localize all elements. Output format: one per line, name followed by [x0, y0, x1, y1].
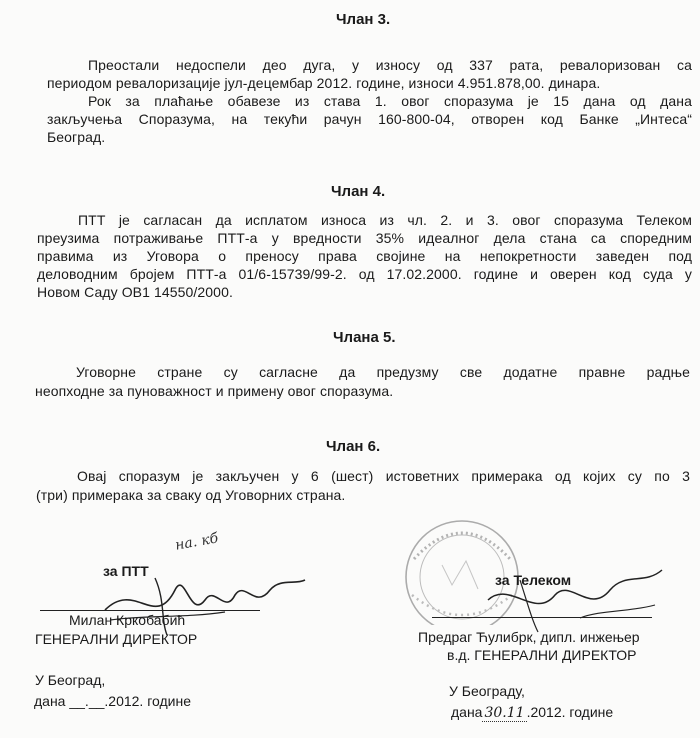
- right-signatory-name: Предраг Ћулибрк, дипл. инжењер: [418, 629, 640, 645]
- article-3-line-1: Преостали недоспели део дуга, у износу од 337 рата, ревалоризован са: [88, 57, 692, 73]
- right-signatory-title: в.д. ГЕНЕРАЛНИ ДИРЕКТОР: [447, 647, 637, 663]
- right-date-suffix: .2012. године: [526, 704, 614, 720]
- article-4-heading: Члан 4.: [331, 183, 386, 200]
- article-3-line-2: периодом ревалоризације јул-децембар 2012. године, износи 4.951.878,00. динара.: [47, 75, 601, 91]
- article-6-line-1: Овај споразум је закључен у 6 (шест) истоветних примерака од којих су по 3: [77, 468, 690, 484]
- right-signature-line: [432, 617, 652, 618]
- left-signature-scribble: [95, 560, 315, 640]
- right-date-prefix: дана: [451, 704, 483, 720]
- right-signature-scribble: [480, 560, 670, 640]
- left-handwritten-note: на. кб: [173, 530, 220, 554]
- right-place: У Београду,: [449, 683, 525, 699]
- left-date: дана __.__.2012. године: [34, 693, 191, 709]
- article-5-line-2: неопходне за пуноважност и примену овог споразума.: [35, 383, 394, 399]
- article-4-line-1: ПТТ је сагласан да исплатом износа из чл. 2. и 3. овог споразума Телеком: [78, 212, 692, 228]
- article-3-line-4: закључења Споразума, на текући рачун 160-800-04, отворен код Банке „Интеса“: [47, 111, 692, 127]
- article-3-line-3: Рок за плаћање обавезе из става 1. овог споразума је 15 дана од дана: [88, 93, 692, 109]
- left-signatory-name: Милан Кркобабић: [69, 612, 186, 628]
- article-5-heading: Члана 5.: [333, 329, 396, 346]
- article-6-line-2: (три) примерака за сваку од Уговорних страна.: [36, 487, 346, 503]
- article-4-line-3: правима из Уговора о преносу права својине на непокретности заведен под: [37, 248, 692, 264]
- left-place: У Београд,: [35, 672, 106, 688]
- right-date-handwritten: 30.11: [484, 705, 525, 721]
- article-5-line-1: Уговорне стране су сагласне да предузму све додатне правне радње: [76, 364, 690, 380]
- article-4-line-2: преузима потраживање ПТТ-а у вредности 35% идеалног дела стана са споредним: [37, 230, 692, 246]
- article-3-line-5: Београд.: [47, 129, 106, 145]
- article-4-line-4: деловодним бројем ПТТ-а 01/6-15739/99-2. од 17.02.2000. године и оверен код суда у: [37, 266, 692, 282]
- article-3-heading: Члан 3.: [336, 11, 391, 28]
- article-6-heading: Члан 6.: [326, 438, 381, 455]
- right-party-label: за Телеком: [495, 572, 572, 588]
- article-4-line-5: Новом Саду ОВ1 14550/2000.: [37, 284, 233, 300]
- right-date: [451, 704, 613, 721]
- left-signatory-title: ГЕНЕРАЛНИ ДИРЕКТОР: [35, 631, 198, 647]
- left-party-label: за ПТТ: [103, 563, 149, 579]
- left-signature-line: [40, 610, 260, 611]
